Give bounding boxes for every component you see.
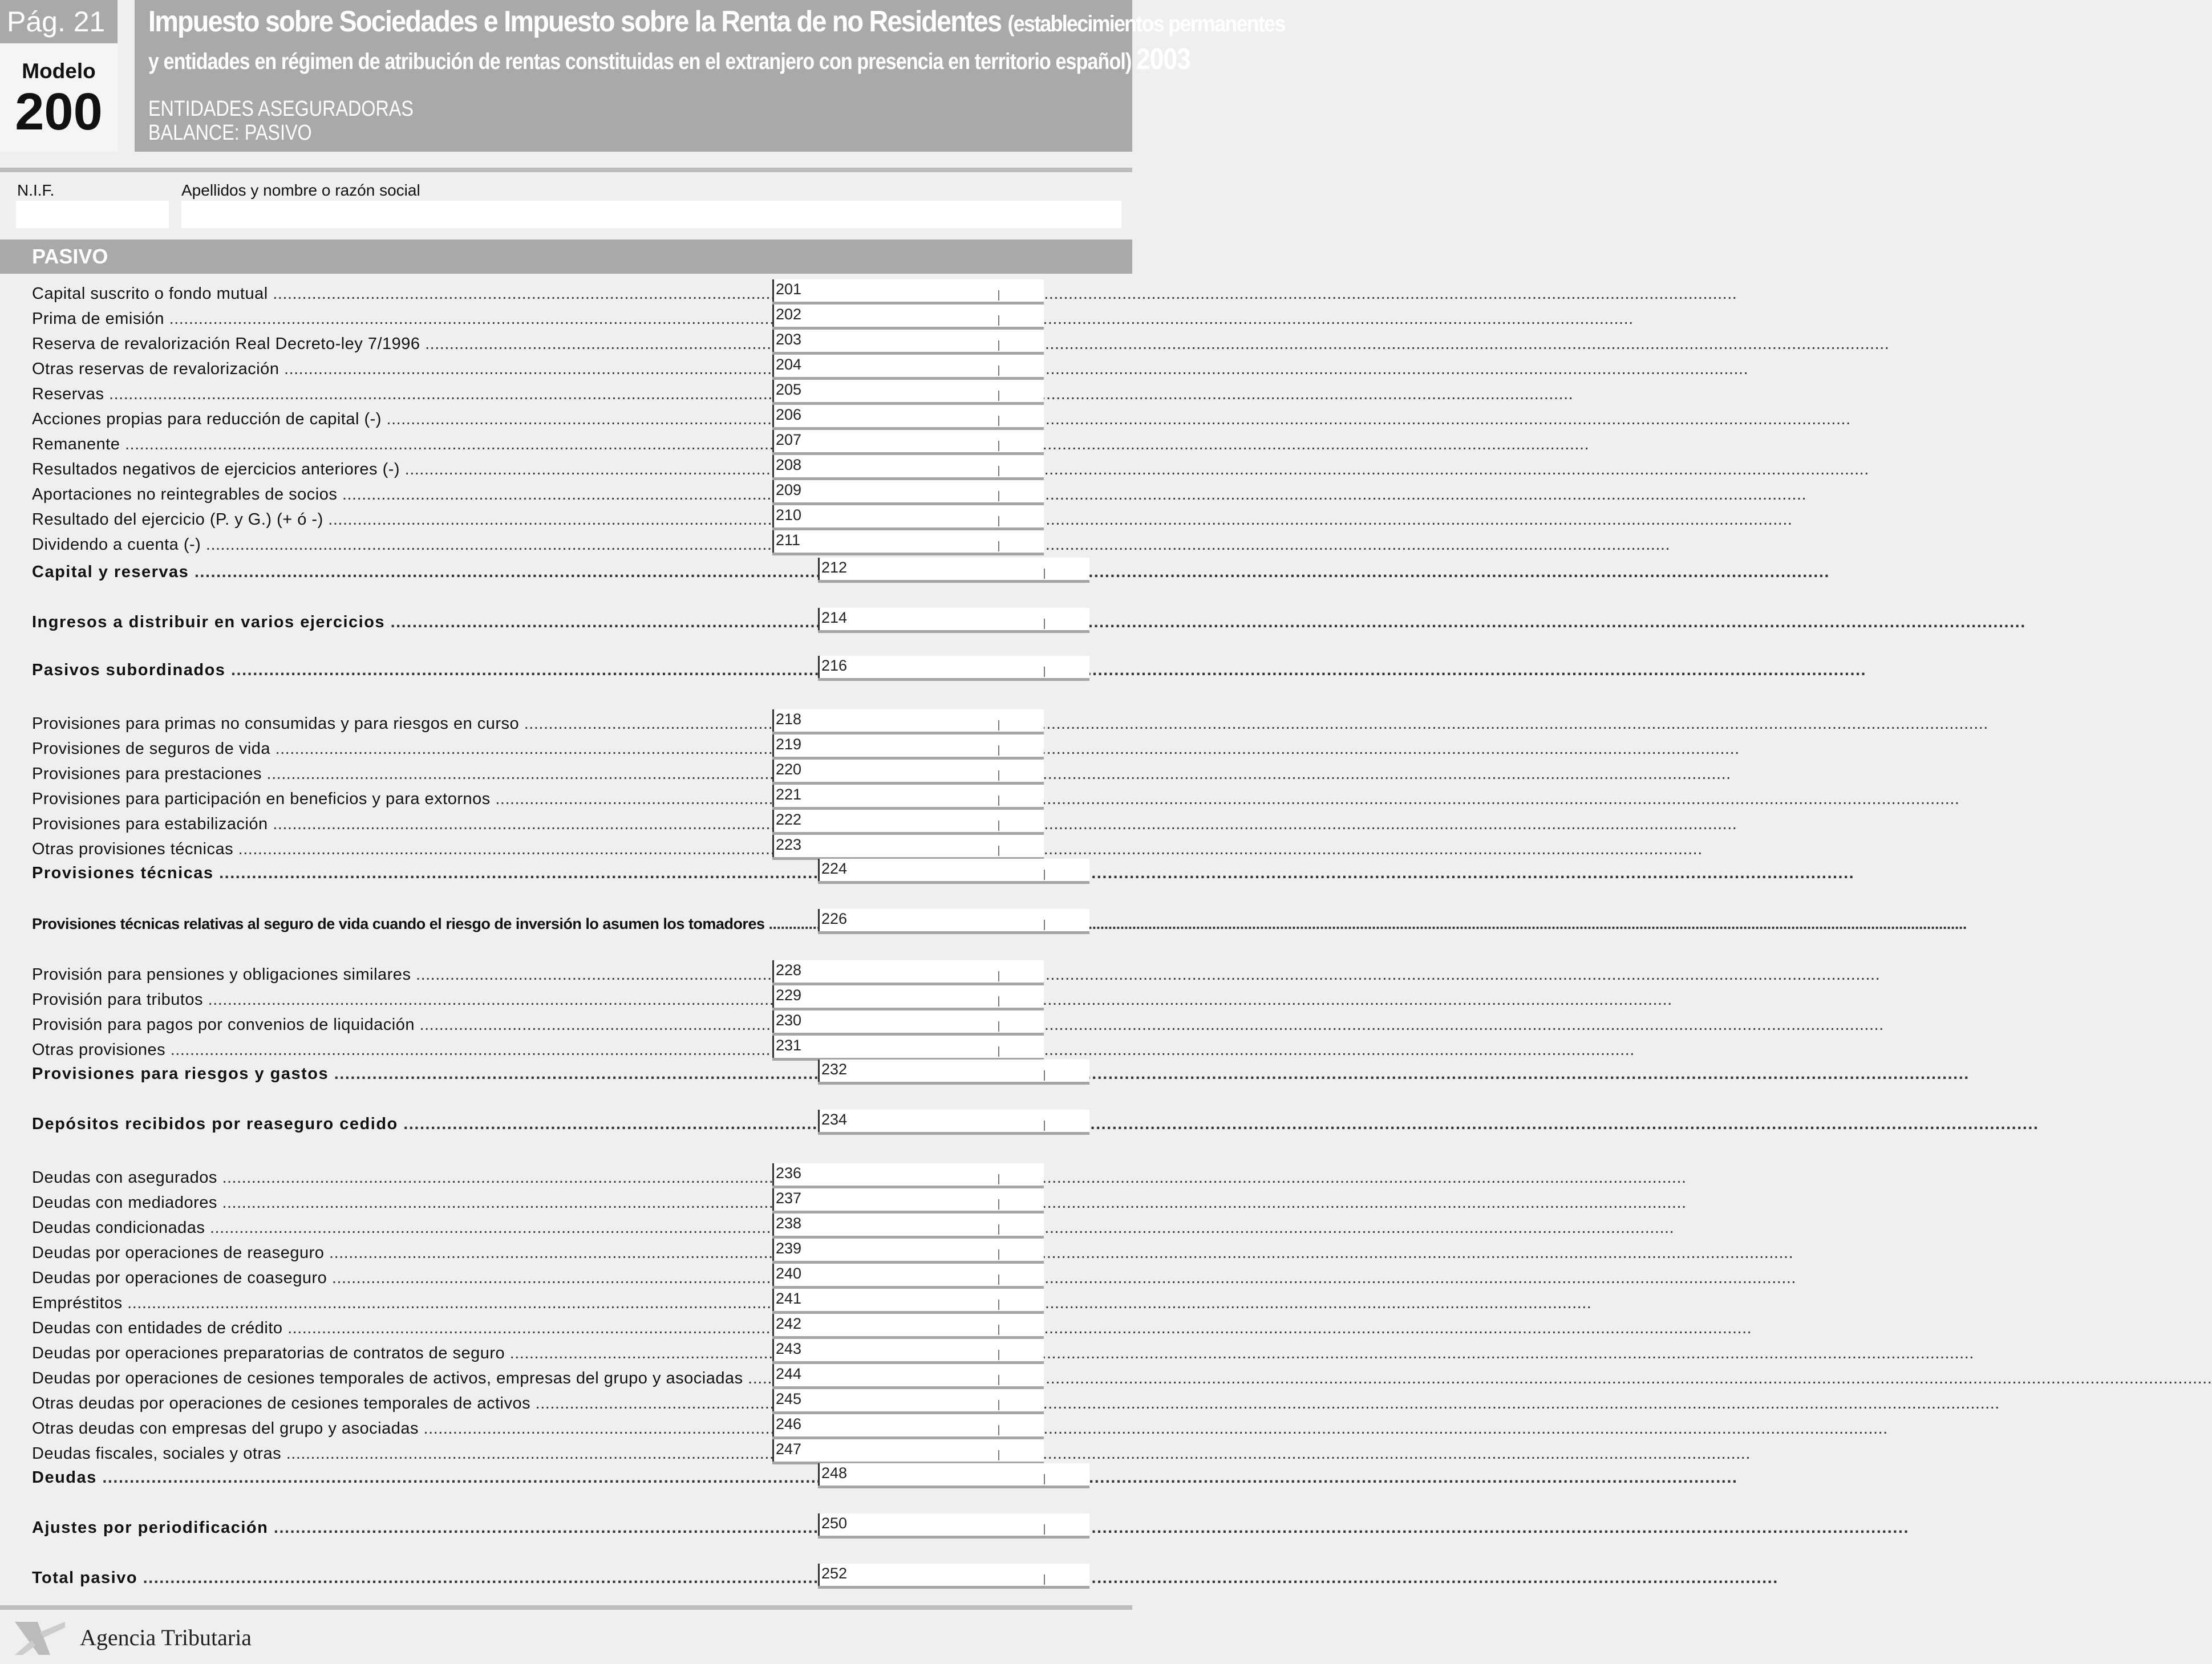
- decimal-separator: [998, 745, 999, 756]
- decimal-separator: [998, 770, 999, 781]
- row-label: Total pasivo .....: [32, 1569, 838, 1588]
- box-code: 205: [776, 381, 802, 398]
- row-label: Otras provisiones técnicas .....: [32, 840, 793, 859]
- box-code: 230: [776, 1012, 802, 1029]
- page-number: Pág. 21: [0, 0, 118, 43]
- amount-field[interactable]: [772, 1264, 1044, 1289]
- box-code: 245: [776, 1390, 802, 1407]
- box-code: 247: [776, 1440, 802, 1458]
- decimal-separator: [998, 391, 999, 401]
- agency-logo-icon: [15, 1620, 66, 1657]
- amount-field[interactable]: [772, 1339, 1044, 1364]
- row-label: Empréstitos .....: [32, 1294, 793, 1313]
- decimal-separator: [1044, 667, 1045, 677]
- row-label: Provisiones para prestaciones .....: [32, 765, 793, 784]
- box-code: 211: [776, 531, 801, 549]
- form-subtitle: [148, 97, 414, 145]
- modelo-block: [0, 43, 118, 152]
- amount-field[interactable]: [818, 1564, 1089, 1589]
- amount-field[interactable]: [772, 1010, 1044, 1036]
- amount-field[interactable]: [772, 1213, 1044, 1239]
- box-code: 244: [776, 1365, 802, 1382]
- amount-field[interactable]: [772, 835, 1044, 860]
- decimal-separator: [1044, 920, 1045, 930]
- decimal-separator: [998, 1249, 999, 1260]
- amount-field[interactable]: [772, 355, 1044, 380]
- amount-field[interactable]: [772, 1239, 1044, 1264]
- name-field[interactable]: [181, 201, 1121, 228]
- decimal-separator: [998, 1300, 999, 1310]
- box-code: 236: [776, 1164, 802, 1182]
- amount-field[interactable]: [772, 455, 1044, 480]
- decimal-separator: [998, 290, 999, 301]
- decimal-separator: [998, 1199, 999, 1210]
- amount-field[interactable]: [818, 1463, 1089, 1488]
- row-label: Pasivos subordinados .....: [32, 661, 838, 680]
- amount-field[interactable]: [772, 785, 1044, 810]
- box-code: 202: [776, 306, 802, 323]
- row-label: Deudas con asegurados .....: [32, 1168, 793, 1187]
- decimal-separator: [998, 971, 999, 981]
- form-title-continuation: y entidades en régimen de atribución de rentas constituidas en el extranjero con presencia en territorio español): [148, 49, 1132, 74]
- row-label: Deudas por operaciones de cesiones temporales de activos, empresas del grupo y asociadas .....: [32, 1369, 793, 1388]
- amount-field[interactable]: [818, 608, 1089, 633]
- decimal-separator: [1044, 569, 1045, 579]
- decimal-separator: [998, 466, 999, 476]
- row-label: Deudas con entidades de crédito .....: [32, 1319, 793, 1338]
- box-code: 208: [776, 456, 802, 473]
- row-label: Deudas por operaciones de coaseguro .....: [32, 1269, 793, 1288]
- box-code: 240: [776, 1265, 802, 1282]
- decimal-separator: [998, 1400, 999, 1410]
- decimal-separator: [998, 1224, 999, 1235]
- row-label: Ajustes por periodificación .....: [32, 1519, 838, 1537]
- box-code: 226: [821, 910, 848, 927]
- subtitle-balance: BALANCE: PASIVO: [148, 121, 312, 145]
- row-label: Provisiones técnicas relativas al seguro de vida cuando el riesgo de inversión lo asumen los tomadores .....: [32, 915, 838, 933]
- row-label: Deudas condicionadas .....: [32, 1219, 793, 1237]
- row-label: Otras provisiones .....: [32, 1041, 793, 1060]
- decimal-separator: [998, 796, 999, 806]
- decimal-separator: [998, 1174, 999, 1184]
- decimal-separator: [998, 1425, 999, 1435]
- decimal-separator: [1044, 1574, 1045, 1585]
- amount-field[interactable]: [818, 1060, 1089, 1085]
- amount-field[interactable]: [818, 859, 1089, 884]
- decimal-separator: [998, 416, 999, 426]
- row-label: Capital y reservas .....: [32, 563, 838, 582]
- footer-divider: [0, 1605, 1132, 1610]
- form-title-line2: [148, 42, 1190, 76]
- amount-field[interactable]: [772, 760, 1044, 785]
- box-code: 228: [776, 961, 802, 979]
- decimal-separator: [1044, 1070, 1045, 1081]
- row-label: Ingresos a distribuir en varios ejercicios .....: [32, 613, 838, 632]
- decimal-separator: [998, 1350, 999, 1360]
- box-code: 224: [821, 860, 848, 877]
- box-code: 223: [776, 836, 802, 853]
- amount-field[interactable]: [772, 380, 1044, 405]
- form-year: 2003: [1136, 43, 1190, 76]
- amount-field[interactable]: [772, 985, 1044, 1010]
- decimal-separator: [998, 720, 999, 730]
- amount-field[interactable]: [772, 709, 1044, 734]
- row-label: Otras deudas por operaciones de cesiones temporales de activos .....: [32, 1394, 793, 1413]
- decimal-separator: [998, 366, 999, 376]
- box-code: 243: [776, 1340, 802, 1357]
- row-label: Provisión para tributos .....: [32, 991, 793, 1009]
- subtitle-entities: ENTIDADES ASEGURADORAS: [148, 97, 414, 121]
- box-code: 237: [776, 1190, 802, 1207]
- form-title-main: Impuesto sobre Sociedades e Impuesto sobre la Renta de no Residentes: [148, 5, 1002, 38]
- box-code: 238: [776, 1215, 802, 1232]
- amount-field[interactable]: [772, 430, 1044, 455]
- form-title-block: [135, 0, 1285, 152]
- box-code: 209: [776, 481, 802, 498]
- row-label: Reservas .....: [32, 385, 793, 404]
- box-code: 246: [776, 1415, 802, 1432]
- box-code: 242: [776, 1315, 802, 1332]
- decimal-separator: [998, 315, 999, 326]
- box-code: 250: [821, 1515, 848, 1532]
- decimal-separator: [1044, 1121, 1045, 1131]
- row-label: Remanente .....: [32, 435, 793, 454]
- box-code: 221: [776, 786, 802, 803]
- decimal-separator: [1044, 870, 1045, 880]
- row-label: Otras reservas de revalorización .....: [32, 360, 793, 379]
- name-label: Apellidos y nombre o razón social: [181, 181, 420, 199]
- box-code: 222: [776, 811, 802, 828]
- form-title: [148, 5, 1285, 39]
- amount-field[interactable]: [772, 1314, 1044, 1339]
- row-label: Resultados negativos de ejercicios anteriores (-) .....: [32, 460, 793, 479]
- row-label: Provisiones de seguros de vida .....: [32, 740, 793, 758]
- amount-field[interactable]: [772, 480, 1044, 505]
- box-code: 229: [776, 987, 802, 1004]
- amount-field[interactable]: [772, 734, 1044, 760]
- amount-field[interactable]: [772, 530, 1044, 555]
- row-label: Deudas por operaciones preparatorias de contratos de seguro .....: [32, 1344, 793, 1363]
- amount-field[interactable]: [772, 279, 1044, 305]
- row-label: Depósitos recibidos por reaseguro cedido .....: [32, 1115, 838, 1134]
- box-code: 204: [776, 356, 802, 373]
- row-label: Otras deudas con empresas del grupo y asociadas .....: [32, 1419, 793, 1438]
- decimal-separator: [998, 541, 999, 551]
- decimal-separator: [998, 1046, 999, 1057]
- amount-field[interactable]: [772, 1364, 1044, 1389]
- box-code: 218: [776, 711, 802, 728]
- decimal-separator: [998, 846, 999, 856]
- box-code: 220: [776, 761, 802, 778]
- row-label: Reserva de revalorización Real Decreto-ley 7/1996 .....: [32, 335, 793, 354]
- decimal-separator: [1044, 1524, 1045, 1535]
- decimal-separator: [998, 1450, 999, 1460]
- amount-field[interactable]: [772, 960, 1044, 985]
- row-label: Provisiones para estabilización .....: [32, 815, 793, 834]
- box-code: 219: [776, 736, 802, 753]
- row-label: Provisiones para participación en beneficios y para extornos .....: [32, 790, 793, 809]
- modelo-number: 200: [15, 83, 103, 141]
- box-code: 241: [776, 1290, 802, 1307]
- row-label: Provisiones para primas no consumidas y para riesgos en curso .....: [32, 715, 793, 733]
- box-code: 252: [821, 1565, 848, 1582]
- amount-field[interactable]: [772, 330, 1044, 355]
- decimal-separator: [998, 491, 999, 501]
- decimal-separator: [998, 1375, 999, 1385]
- box-code: 214: [821, 609, 848, 626]
- section-title: PASIVO: [0, 240, 1132, 274]
- row-label: Provisiones para riesgos y gastos .....: [32, 1065, 838, 1083]
- row-label: Aportaciones no reintegrables de socios .....: [32, 485, 793, 504]
- amount-field[interactable]: [818, 1110, 1089, 1135]
- row-label: Capital suscrito o fondo mutual .....: [32, 285, 793, 303]
- decimal-separator: [998, 340, 999, 351]
- box-code: 216: [821, 657, 848, 674]
- amount-field[interactable]: [772, 1036, 1044, 1061]
- row-label: Provisión para pagos por convenios de liquidación .....: [32, 1016, 793, 1034]
- box-code: 203: [776, 331, 802, 348]
- decimal-separator: [1044, 619, 1045, 629]
- row-label: Prima de emisión .....: [32, 310, 793, 328]
- box-code: 212: [821, 559, 848, 576]
- amount-field[interactable]: [772, 305, 1044, 330]
- amount-field[interactable]: [772, 1188, 1044, 1213]
- amount-field[interactable]: [772, 810, 1044, 835]
- divider: [0, 168, 1132, 172]
- box-code: 248: [821, 1464, 848, 1482]
- decimal-separator: [998, 1021, 999, 1032]
- amount-field[interactable]: [772, 1289, 1044, 1314]
- box-code: 207: [776, 431, 802, 448]
- box-code: 201: [776, 281, 802, 298]
- decimal-separator: [998, 516, 999, 526]
- decimal-separator: [1044, 1474, 1045, 1484]
- decimal-separator: [998, 996, 999, 1006]
- agency-name: Agencia Tributaria: [80, 1625, 252, 1650]
- row-label: Deudas .....: [32, 1468, 838, 1487]
- decimal-separator: [998, 821, 999, 831]
- amount-field[interactable]: [818, 909, 1089, 934]
- amount-field[interactable]: [772, 405, 1044, 430]
- row-label: Deudas con mediadores .....: [32, 1194, 793, 1212]
- box-code: 210: [776, 506, 802, 523]
- nif-field[interactable]: [16, 201, 169, 228]
- amount-field[interactable]: [772, 1439, 1044, 1464]
- amount-field[interactable]: [772, 505, 1044, 530]
- amount-field[interactable]: [772, 1163, 1044, 1188]
- box-code: 239: [776, 1240, 802, 1257]
- amount-field[interactable]: [772, 1389, 1044, 1414]
- row-label: Provisiones técnicas .....: [32, 864, 838, 883]
- row-label: Resultado del ejercicio (P. y G.) (+ ó -) .....: [32, 510, 793, 529]
- decimal-separator: [998, 1325, 999, 1335]
- amount-field[interactable]: [818, 558, 1089, 583]
- row-label: Deudas fiscales, sociales y otras .....: [32, 1444, 793, 1463]
- amount-field[interactable]: [818, 656, 1089, 681]
- form-title-paren: (establecimientos permanentes: [1007, 11, 1285, 36]
- decimal-separator: [998, 1275, 999, 1285]
- modelo-label: Modelo: [22, 59, 96, 83]
- box-code: 232: [821, 1061, 848, 1078]
- row-label: Acciones propias para reducción de capital (-) .....: [32, 410, 793, 429]
- amount-field[interactable]: [818, 1513, 1089, 1539]
- nif-label: N.I.F.: [17, 181, 55, 199]
- box-code: 231: [776, 1037, 802, 1054]
- decimal-separator: [998, 441, 999, 451]
- row-label: Deudas por operaciones de reaseguro .....: [32, 1244, 793, 1263]
- row-label: Provisión para pensiones y obligaciones similares .....: [32, 965, 793, 984]
- amount-field[interactable]: [772, 1414, 1044, 1439]
- row-label: Dividendo a cuenta (-) .....: [32, 535, 793, 554]
- box-code: 234: [821, 1111, 848, 1128]
- box-code: 206: [776, 406, 802, 423]
